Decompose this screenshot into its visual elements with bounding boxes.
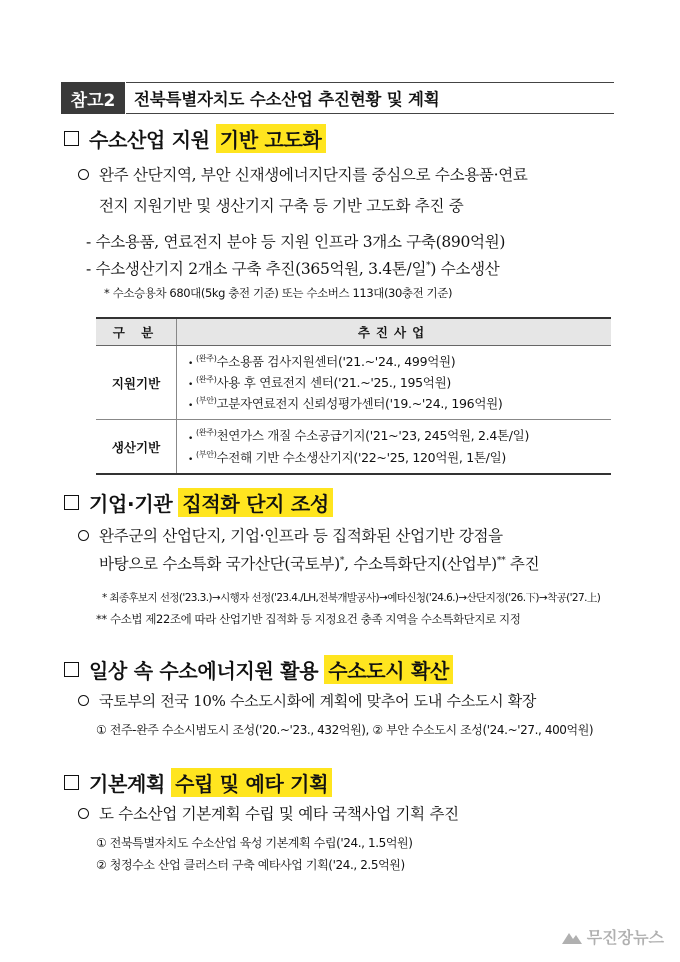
- table-header-row: [96, 318, 611, 346]
- section-4-title-highlight: 수립 및 예타 기획: [171, 768, 332, 797]
- section-2-paragraph-line-2: 바탕으로 수소특화 국가산단(국토부)*, 수소특화단지(산업부)** 추진: [99, 555, 540, 573]
- list-item: •$^{(완주)}$천연가스 개질 수소공급기지('21~'23, 245억원, 2.4톤/일): [188, 428, 530, 444]
- checkbox-square-icon: [64, 775, 79, 790]
- table-row-items: [177, 346, 612, 420]
- checkbox-square-icon: [64, 495, 79, 510]
- section-1-title-text: 수소산업 지원: [89, 128, 210, 152]
- section-3-title: [64, 655, 453, 684]
- dash-item-2-main: - 수소생산기지 2개소 구축 추진(365억원, 3.4톤/일: [86, 260, 427, 278]
- list-item: •$^{(완주)}$사용 후 연료전지 센터('21.~'25., 195억원): [188, 375, 451, 391]
- circle-bullet-icon: [78, 808, 89, 819]
- table-row: [96, 420, 611, 474]
- page-title: 전북특별자치도 수소산업 추진현황 및 계획: [126, 82, 614, 114]
- section-1-paragraph-line-2: 전지 지원기반 및 생산기지 구축 등 기반 고도화 추진 중: [99, 197, 464, 215]
- section-2-title-highlight: 집적화 단지 조성: [178, 488, 332, 517]
- section-4-title-text: 기본계획: [89, 772, 166, 796]
- mountain-logo-icon: [561, 929, 583, 945]
- checkbox-square-icon: [64, 662, 79, 677]
- section-4-item-1: ① 전북특별자치도 수소산업 육성 기본계획 수립('24., 1.5억원): [96, 836, 413, 850]
- section-2-paragraph-line-1: [78, 524, 503, 546]
- section-2-footnote-2: ** 수소법 제22조에 따라 산업기반 집적화 등 지정요건 충족 지역을 수소특화단지로 지정: [96, 612, 521, 626]
- list-item: •$^{(부안)}$수전해 기반 수소생산기지('22~'25, 120억원, 1톤/일): [188, 449, 506, 465]
- section-1-paragraph-line-1: [78, 163, 528, 185]
- section-2-paragraph-text-1: 완주군의 산업단지, 기업·인프라 등 집적화된 산업기반 강점을: [99, 527, 503, 545]
- section-1-title-highlight: 기반 고도화: [216, 124, 326, 153]
- section-2-title: [64, 488, 333, 517]
- project-table: [96, 317, 611, 475]
- section-4-item-2: ② 청정수소 산업 클러스터 구축 예타사업 기획('24., 2.5억원): [96, 858, 405, 872]
- section-1-title: [64, 124, 326, 153]
- reference-tag: 참고2: [61, 82, 125, 114]
- watermark-text: 무진장뉴스: [586, 928, 664, 947]
- section-1-dash-item-1: - 수소용품, 연료전지 분야 등 지원 인프라 3개소 구축(890억원): [86, 233, 506, 251]
- section-3-title-highlight: 수소도시 확산: [324, 655, 453, 684]
- section-1-paragraph-text-1: 완주 산단지역, 부안 신재생에너지단지를 중심으로 수소용품·연료: [99, 166, 528, 184]
- section-4-title: [64, 768, 332, 797]
- table-row: [96, 346, 611, 420]
- checkbox-square-icon: [64, 131, 79, 146]
- section-3-title-text: 일상 속 수소에너지원 활용: [89, 659, 319, 683]
- circle-bullet-icon: [78, 695, 89, 706]
- table-header-projects: 추진사업: [177, 318, 612, 346]
- circle-bullet-icon: [78, 530, 89, 541]
- table-row-label: 지원기반: [96, 346, 177, 420]
- circle-bullet-icon: [78, 169, 89, 180]
- section-4-paragraph-text: 도 수소산업 기본계획 수립 및 예타 국책사업 기획 추진: [99, 805, 459, 823]
- table-header-category: 구 분: [96, 318, 177, 346]
- dash-item-2-footnote-mark: *: [426, 260, 431, 271]
- section-3-paragraph-text: 국토부의 전국 10% 수소도시화에 계획에 맞추어 도내 수소도시 확장: [99, 692, 537, 710]
- section-3-items: ① 전주-완주 수소시범도시 조성('20.~'23., 432억원), ② 부안 수소도시 조성('24.~'27., 400억원): [96, 723, 594, 737]
- section-2-title-text: 기업·기관: [89, 492, 173, 516]
- watermark: [561, 925, 664, 948]
- section-4-paragraph: [78, 802, 459, 824]
- section-3-paragraph: [78, 690, 536, 711]
- table-row-label: 생산기반: [96, 420, 177, 474]
- dash-item-2-tail: ) 수소생산: [430, 260, 500, 278]
- section-1-dash-item-2: [86, 257, 499, 279]
- list-item: •$^{(완주)}$수소용품 검사지원센터('21.~'24., 499억원): [188, 354, 456, 370]
- list-item: •$^{(부안)}$고분자연료전지 신뢰성평가센터('19.~'24., 196억원): [188, 396, 503, 412]
- table-row-items: [177, 420, 612, 474]
- section-2-footnote-1: * 최종후보지 선정('23.3.)→시행자 선정('23.4./LH,전북개발공사)→예타신청('24.6.)→산단지정('26.下)→착공('27.上): [102, 592, 601, 604]
- section-1-footnote: * 수소승용차 680대(5kg 충전 기준) 또는 수소버스 113대(30충전 기준): [104, 286, 453, 300]
